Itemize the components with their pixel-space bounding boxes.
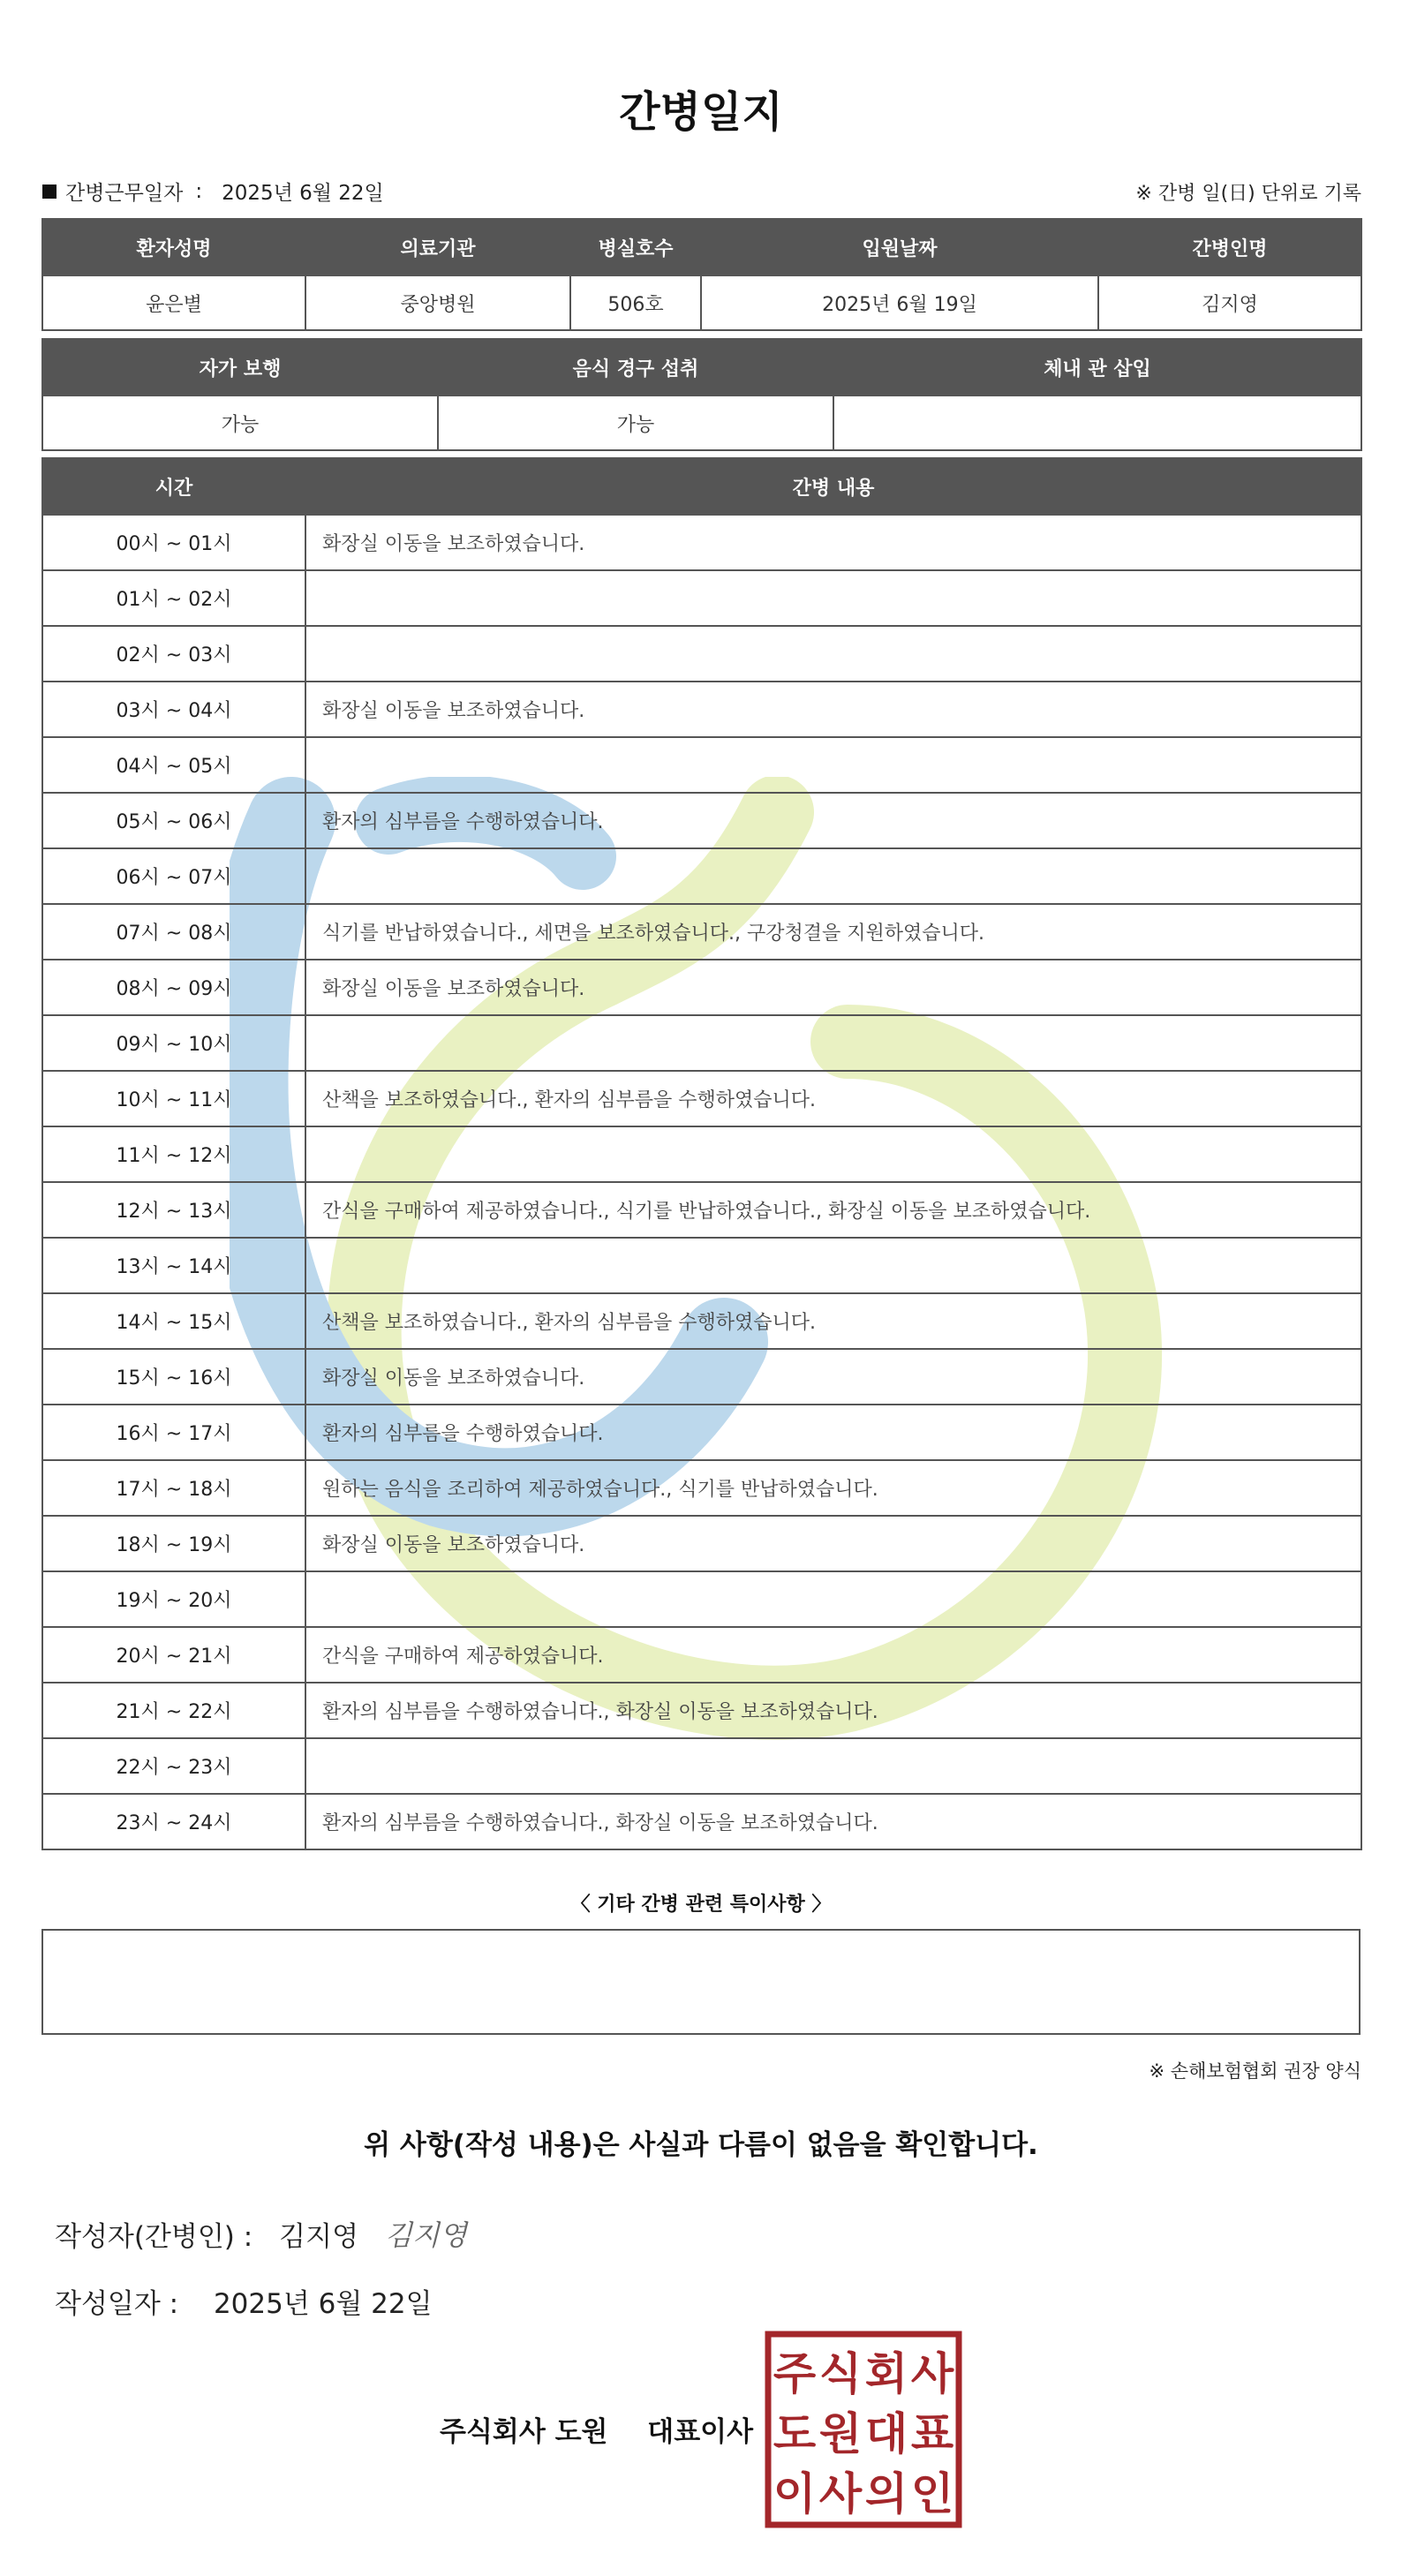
log-row xyxy=(42,1516,1361,1571)
log-time-cell: 07시 ~ 08시 xyxy=(42,904,305,960)
header-oral-intake: 음식 경구 섭취 xyxy=(438,339,833,395)
log-row xyxy=(42,1571,1361,1627)
confirmation-statement: 위 사항(작성 내용)은 사실과 다름이 없음을 확인합니다. xyxy=(364,2129,1038,2161)
log-time-cell: 13시 ~ 14시 xyxy=(42,1238,305,1293)
log-time-cell: 14시 ~ 15시 xyxy=(42,1293,305,1349)
page-title: 간병일지 xyxy=(619,87,783,137)
log-row xyxy=(42,1349,1361,1405)
seal-character: 사 xyxy=(818,2468,863,2520)
log-content-cell: 환자의 심부름을 수행하였습니다. xyxy=(305,1405,1361,1460)
log-time-cell: 21시 ~ 22시 xyxy=(42,1683,305,1738)
log-row xyxy=(42,737,1361,793)
ceo-label: 대표이사 xyxy=(647,2416,754,2448)
log-content-cell: 화장실 이동을 보조하였습니다. xyxy=(305,515,1361,570)
company-line xyxy=(440,2409,753,2449)
seal-character: 대 xyxy=(864,2408,908,2459)
log-row xyxy=(42,1182,1361,1238)
work-date-label: 간병근무일자 xyxy=(65,182,184,205)
oral-intake-value: 가능 xyxy=(438,395,833,450)
patient-info-table xyxy=(41,218,1362,331)
author-name: 김지영 xyxy=(279,2220,359,2253)
status-value-row xyxy=(42,395,1361,450)
log-time-cell: 19시 ~ 20시 xyxy=(42,1571,305,1627)
log-time-cell: 23시 ~ 24시 xyxy=(42,1794,305,1849)
notes-caption: 〈 기타 간병 관련 특이사항 〉 xyxy=(570,1894,832,1916)
log-time-cell: 10시 ~ 11시 xyxy=(42,1071,305,1126)
log-body xyxy=(42,515,1361,1849)
self-walking-value: 가능 xyxy=(42,395,438,450)
written-date-label: 작성일자 : xyxy=(55,2288,179,2320)
log-header-row xyxy=(42,458,1361,515)
log-content-cell xyxy=(305,737,1361,793)
header-admission-date: 입원날짜 xyxy=(701,219,1098,275)
log-content-cell xyxy=(305,1738,1361,1794)
log-row xyxy=(42,1738,1361,1794)
log-content-cell xyxy=(305,848,1361,904)
log-row xyxy=(42,848,1361,904)
log-time-cell: 22시 ~ 23시 xyxy=(42,1738,305,1794)
hospital-name: 중앙병원 xyxy=(305,275,570,330)
log-time-cell: 02시 ~ 03시 xyxy=(42,626,305,682)
log-content-cell: 산책을 보조하였습니다., 환자의 심부름을 수행하였습니다. xyxy=(305,1071,1361,1126)
log-time-cell: 00시 ~ 01시 xyxy=(42,515,305,570)
patient-status-table xyxy=(41,338,1362,451)
work-date-line xyxy=(42,177,384,206)
written-date-value: 2025년 6월 22일 xyxy=(213,2288,433,2320)
log-row xyxy=(42,1238,1361,1293)
author-label: 작성자(간병인) : xyxy=(55,2220,253,2253)
log-time-cell: 09시 ~ 10시 xyxy=(42,1015,305,1071)
log-row xyxy=(42,1405,1361,1460)
form-footnote: ※ 손해보험협회 권장 양식 xyxy=(1149,2060,1361,2082)
log-time-cell: 16시 ~ 17시 xyxy=(42,1405,305,1460)
log-row xyxy=(42,904,1361,960)
log-time-cell: 06시 ~ 07시 xyxy=(42,848,305,904)
seal-character: 주 xyxy=(773,2348,817,2399)
seal-character: 인 xyxy=(910,2468,954,2520)
log-content-cell xyxy=(305,1238,1361,1293)
written-date-line xyxy=(55,2281,433,2321)
care-log-table xyxy=(41,457,1362,1850)
header-caregiver-name: 간병인명 xyxy=(1098,219,1361,275)
log-row xyxy=(42,1794,1361,1849)
seal-character: 도 xyxy=(773,2408,817,2459)
log-row xyxy=(42,960,1361,1015)
header-tube-insertion: 체내 관 삽입 xyxy=(833,339,1361,395)
log-row xyxy=(42,1627,1361,1683)
log-time-cell: 08시 ~ 09시 xyxy=(42,960,305,1015)
seal-character: 표 xyxy=(910,2408,954,2459)
log-time-cell: 11시 ~ 12시 xyxy=(42,1126,305,1182)
log-row xyxy=(42,626,1361,682)
seal-character: 회 xyxy=(864,2348,908,2399)
log-content-cell: 화장실 이동을 보조하였습니다. xyxy=(305,1516,1361,1571)
log-content-cell: 환자의 심부름을 수행하였습니다., 화장실 이동을 보조하였습니다. xyxy=(305,1683,1361,1738)
log-content-cell xyxy=(305,1015,1361,1071)
seal-character: 식 xyxy=(818,2348,863,2399)
header-patient-name: 환자성명 xyxy=(42,219,305,275)
log-row xyxy=(42,1015,1361,1071)
log-content-cell xyxy=(305,1571,1361,1627)
log-time-cell: 15시 ~ 16시 xyxy=(42,1349,305,1405)
log-content-cell: 간식을 구매하여 제공하였습니다., 식기를 반납하였습니다., 화장실 이동을 보조하였습니다. xyxy=(305,1182,1361,1238)
log-row xyxy=(42,515,1361,570)
header-room: 병실호수 xyxy=(570,219,701,275)
seal-character: 사 xyxy=(910,2348,954,2399)
caregiver-name: 김지영 xyxy=(1098,275,1361,330)
log-row xyxy=(42,1071,1361,1126)
log-content-cell: 화장실 이동을 보조하였습니다. xyxy=(305,960,1361,1015)
unit-note: ※ 간병 일(日) 단위로 기록 xyxy=(1135,183,1361,205)
log-row xyxy=(42,1683,1361,1738)
work-date-value: 2025년 6월 22일 xyxy=(222,182,384,205)
room-number: 506호 xyxy=(570,275,701,330)
log-time-cell: 20시 ~ 21시 xyxy=(42,1627,305,1683)
log-content-cell: 환자의 심부름을 수행하였습니다. xyxy=(305,793,1361,848)
log-time-cell: 12시 ~ 13시 xyxy=(42,1182,305,1238)
admission-date: 2025년 6월 19일 xyxy=(701,275,1098,330)
bullet-square-icon xyxy=(42,185,57,199)
header-care-content: 간병 내용 xyxy=(305,458,1361,515)
header-hospital: 의료기관 xyxy=(305,219,570,275)
log-row xyxy=(42,1126,1361,1182)
tube-insertion-value xyxy=(833,395,1361,450)
status-header-row xyxy=(42,339,1361,395)
patient-value-row xyxy=(42,275,1361,330)
log-row xyxy=(42,793,1361,848)
log-content-cell: 원하는 음식을 조리하여 제공하였습니다., 식기를 반납하였습니다. xyxy=(305,1460,1361,1516)
company-name: 주식회사 도원 xyxy=(440,2416,608,2448)
seal-character: 원 xyxy=(818,2408,863,2459)
log-row xyxy=(42,570,1361,626)
patient-header-row xyxy=(42,219,1361,275)
log-content-cell xyxy=(305,1126,1361,1182)
log-content-cell: 식기를 반납하였습니다., 세면을 보조하였습니다., 구강청결을 지원하였습니다. xyxy=(305,904,1361,960)
notes-box xyxy=(41,1929,1361,2035)
log-content-cell: 간식을 구매하여 제공하였습니다. xyxy=(305,1627,1361,1683)
log-content-cell: 화장실 이동을 보조하였습니다. xyxy=(305,682,1361,737)
log-time-cell: 05시 ~ 06시 xyxy=(42,793,305,848)
seal-character: 의 xyxy=(864,2468,908,2520)
author-line xyxy=(55,2213,467,2254)
author-signature: 김지영 xyxy=(385,2218,467,2252)
seal-character: 이 xyxy=(773,2468,817,2520)
log-time-cell: 04시 ~ 05시 xyxy=(42,737,305,793)
company-seal-stamp xyxy=(765,2331,962,2528)
patient-name: 윤은별 xyxy=(42,275,305,330)
log-row xyxy=(42,1293,1361,1349)
log-content-cell xyxy=(305,570,1361,626)
log-content-cell xyxy=(305,626,1361,682)
log-row xyxy=(42,1460,1361,1516)
work-date-separator: : xyxy=(195,179,203,203)
header-self-walking: 자가 보행 xyxy=(42,339,438,395)
log-time-cell: 03시 ~ 04시 xyxy=(42,682,305,737)
log-time-cell: 01시 ~ 02시 xyxy=(42,570,305,626)
log-content-cell: 환자의 심부름을 수행하였습니다., 화장실 이동을 보조하였습니다. xyxy=(305,1794,1361,1849)
header-time: 시간 xyxy=(42,458,305,515)
log-time-cell: 17시 ~ 18시 xyxy=(42,1460,305,1516)
log-time-cell: 18시 ~ 19시 xyxy=(42,1516,305,1571)
log-row xyxy=(42,682,1361,737)
log-content-cell: 화장실 이동을 보조하였습니다. xyxy=(305,1349,1361,1405)
log-content-cell: 산책을 보조하였습니다., 환자의 심부름을 수행하였습니다. xyxy=(305,1293,1361,1349)
